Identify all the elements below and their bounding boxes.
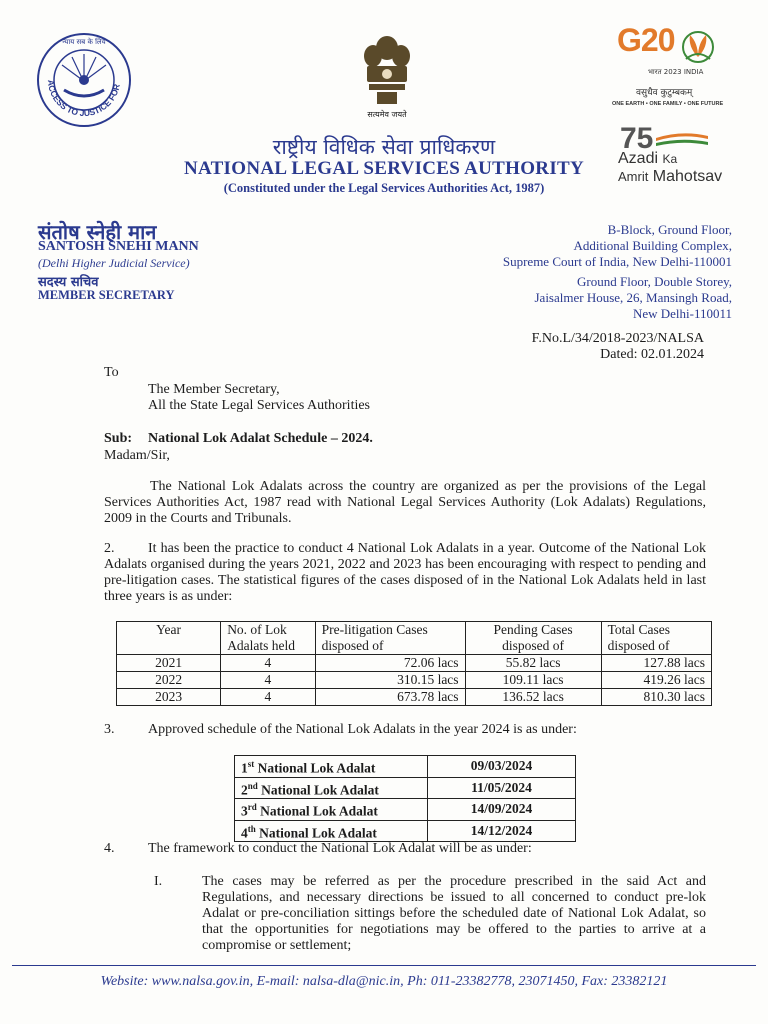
schedule-label: National Lok Adalat	[261, 782, 379, 797]
cell-prelitigation: 673.78 lacs	[315, 689, 465, 706]
cell-pending: 55.82 lacs	[465, 655, 601, 672]
para2-text: It has been the practice to conduct 4 National Lok Adalats in a year. Outcome of the National Lok Adalats organised during the years 2021, 2022 and 2023 has been encouraging with respect to pending and pre-litigation cases. The statistical figures of the cases disposed of in the National Lok Adalats held in last three years is as under:	[104, 541, 706, 604]
schedule-row	[235, 777, 576, 799]
cell-count: 4	[221, 655, 315, 672]
item-i-text: The cases may be referred as per the procedure prescribed in the said Act and Regulations, and necessary directions be issued to all concerned to conduct pre-lok Adalat or pre-conciliation sittings before the scheduled date of National Lok Adalat, so that the opportunities for negotiations may be offered to the parties to arrive at a compromise or settlement;	[202, 874, 706, 953]
secretary-service: (Delhi Higher Judicial Service)	[38, 256, 190, 270]
header-lok-adalats: No. of Lok Adalats held	[221, 622, 315, 655]
secretary-name: SANTOSH SNEHI MANN	[38, 239, 199, 254]
table-row	[117, 689, 712, 706]
logo-top-text: न्याय सब के लिये	[62, 38, 106, 46]
address1-line: B-Block, Ground Floor,	[607, 222, 732, 237]
azadi-ka: Ka	[662, 152, 678, 166]
header-total: Total Cases disposed of	[601, 622, 711, 655]
ordinal: 3	[241, 803, 248, 819]
cell-year: 2023	[117, 689, 221, 706]
reference-block	[532, 331, 704, 363]
schedule-date: 09/03/2024	[428, 756, 576, 778]
footer-divider	[12, 965, 756, 966]
cell-total: 127.88 lacs	[601, 655, 711, 672]
statistics-table	[116, 621, 712, 706]
schedule-table	[234, 755, 576, 842]
cell-count: 4	[221, 689, 315, 706]
schedule-date: 11/05/2024	[428, 777, 576, 799]
paragraph-1: The National Lok Adalats across the country are organized as per the provisions of the Legal Services Authorities Act, 1987 read with National Legal Services Authority (Lok Adalats) Regulations, 2009 in the Courts and Tribunals.	[104, 479, 706, 526]
recipient-line2: All the State Legal Services Authorities	[148, 398, 371, 413]
cell-year: 2021	[117, 655, 221, 672]
org-subtitle: (Constituted under the Legal Services Authorities Act, 1987)	[223, 181, 545, 195]
item-i-number: I.	[154, 874, 163, 889]
cell-pending: 109.11 lacs	[465, 672, 601, 689]
schedule-row	[235, 756, 576, 778]
cell-year: 2022	[117, 672, 221, 689]
header-prelitigation: Pre-litigation Cases disposed of	[315, 622, 465, 655]
azadi-number: 75	[620, 122, 654, 155]
schedule-label: National Lok Adalat	[257, 760, 376, 776]
g20-logo-text: G20	[617, 22, 675, 58]
file-number: F.No.L/34/2018-2023/NALSA	[531, 331, 704, 346]
org-title: NATIONAL LEGAL SERVICES AUTHORITY	[183, 158, 585, 179]
address1-line: Supreme Court of India, New Delhi-110001	[502, 254, 732, 269]
ordinal: 4	[241, 825, 248, 840]
secretary-designation: MEMBER SECRETARY	[38, 288, 175, 302]
para4-text: The framework to conduct the National Lok Adalat will be as under:	[148, 841, 532, 856]
schedule-label: National Lok Adalat	[259, 825, 377, 840]
para3-text: Approved schedule of the National Lok Adalats in the year 2024 is as under:	[148, 722, 577, 737]
cell-pending: 136.52 lacs	[465, 689, 601, 706]
azadi-line2: Amrit	[618, 169, 649, 184]
cell-prelitigation: 310.15 lacs	[315, 672, 465, 689]
g20-year: भारत 2023 INDIA	[648, 68, 704, 76]
address-block-2	[534, 274, 732, 322]
ordinal-suffix: nd	[247, 780, 258, 791]
cell-prelitigation: 72.06 lacs	[315, 655, 465, 672]
lotus-icon	[676, 27, 726, 67]
schedule-date: 14/09/2024	[428, 799, 576, 821]
schedule-date: 14/12/2024	[428, 820, 576, 842]
schedule-row	[235, 820, 576, 842]
address2-line: Jaisalmer House, 26, Mansingh Road,	[534, 290, 732, 305]
table-row	[117, 655, 712, 672]
to-label: To	[104, 365, 119, 380]
g20-tagline: ONE EARTH • ONE FAMILY • ONE FUTURE	[612, 101, 724, 107]
org-hindi-title: राष्ट्रीय विधिक सेवा प्राधिकरण	[272, 135, 496, 159]
ordinal: 2	[241, 782, 248, 797]
address2-line: Ground Floor, Double Storey,	[577, 274, 732, 289]
ordinal-suffix: rd	[247, 802, 257, 812]
header-pending: Pending Cases disposed of	[465, 622, 601, 655]
para2-number: 2.	[104, 541, 115, 556]
cell-total: 810.30 lacs	[601, 689, 711, 706]
subject-text: National Lok Adalat Schedule – 2024.	[148, 431, 373, 446]
cell-total: 419.26 lacs	[601, 672, 711, 689]
table-header-row	[117, 622, 712, 655]
footer-contact: Website: www.nalsa.gov.in, E-mail: nalsa-dla@nic.in, Ph: 011-23382778, 23071450, Fax: 23382121	[100, 974, 668, 989]
emblem-motto: सत्यमेव जयते	[367, 110, 407, 119]
address1-line: Additional Building Complex,	[573, 238, 732, 253]
ordinal: 1	[241, 760, 248, 776]
secretary-hindi-name: संतोष स्नेही मान	[38, 220, 157, 244]
g20-hindi-tagline: वसुधैव कुटुम्बकम्	[636, 88, 693, 98]
recipient-line1: The Member Secretary,	[148, 382, 280, 397]
logo-ring-text: ACCESS TO JUSTICE FOR	[45, 79, 122, 119]
header-year: Year	[117, 622, 221, 655]
paragraph-2	[104, 541, 706, 605]
cell-count: 4	[221, 672, 315, 689]
address2-line: New Delhi-110011	[632, 306, 732, 321]
azadi-line1: Azadi	[618, 150, 659, 167]
nalsa-logo	[34, 30, 134, 130]
state-emblem	[357, 30, 417, 110]
secretary-hindi-designation: सदस्य सचिव	[38, 275, 99, 290]
letter-date: Dated: 02.01.2024	[600, 347, 704, 362]
schedule-row	[235, 799, 576, 821]
schedule-label: National Lok Adalat	[260, 803, 378, 819]
para3-number: 3.	[104, 722, 115, 737]
address-block-1	[503, 222, 732, 270]
ordinal-suffix: st	[247, 759, 255, 769]
para4-number: 4.	[104, 841, 115, 856]
table-row	[117, 672, 712, 689]
subject-label: Sub:	[104, 431, 133, 446]
salutation: Madam/Sir,	[104, 448, 170, 463]
ordinal-suffix: th	[247, 823, 256, 834]
azadi-line3: Mahotsav	[652, 168, 723, 185]
